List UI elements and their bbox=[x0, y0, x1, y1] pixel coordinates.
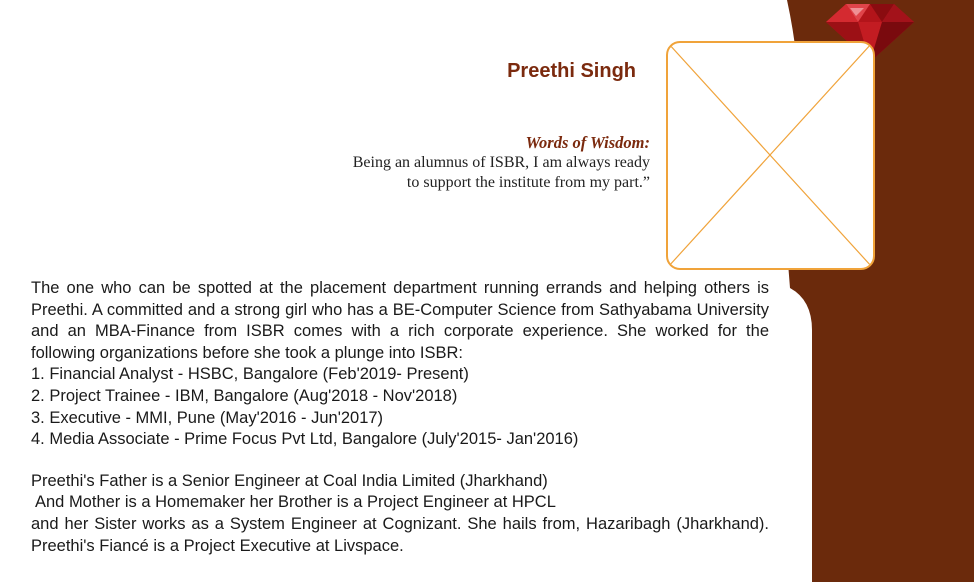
experience-item: 2. Project Trainee - IBM, Bangalore (Aug'2018 - Nov'2018) bbox=[31, 386, 458, 405]
bio-body bbox=[31, 278, 769, 557]
family-line: Preethi's Father is a Senior Engineer at Coal India Limited (Jharkhand) bbox=[31, 471, 548, 490]
wisdom-line: to support the institute from my part.” bbox=[406, 174, 650, 191]
experience-item: 4. Media Associate - Prime Focus Pvt Ltd, Bangalore (July'2015- Jan'2016) bbox=[31, 430, 579, 449]
family-line: And Mother is a Homemaker her Brother is a Project Engineer at HPCL bbox=[35, 493, 556, 512]
bio-paragraph: The one who can be spotted at the placement department running errands and helping others is Preethi. A committed and a strong girl who has a BE-Computer Science from Sathyabama University and an MBA-Finance from ISBR comes with a rich corporate experience. She worked for the following organizations before she took a plunge into ISBR: bbox=[31, 279, 769, 362]
profile-name: Preethi Singh bbox=[507, 60, 636, 82]
photo-placeholder bbox=[666, 41, 875, 270]
family-closing: and her Sister works as a System Engineer at Cognizant. She hails from, Hazaribagh (Jharkhand). Preethi's Fiancé is a Project Executive at Livspace. bbox=[31, 514, 769, 555]
wisdom-title: Words of Wisdom: bbox=[525, 133, 650, 152]
image-placeholder-icon bbox=[668, 43, 872, 267]
words-of-wisdom bbox=[240, 133, 650, 193]
experience-item: 1. Financial Analyst - HSBC, Bangalore (Feb'2019- Present) bbox=[31, 365, 469, 384]
experience-item: 3. Executive - MMI, Pune (May'2016 - Jun'2017) bbox=[31, 408, 384, 427]
wisdom-line: Being an alumnus of ISBR, I am always ready bbox=[352, 154, 650, 171]
